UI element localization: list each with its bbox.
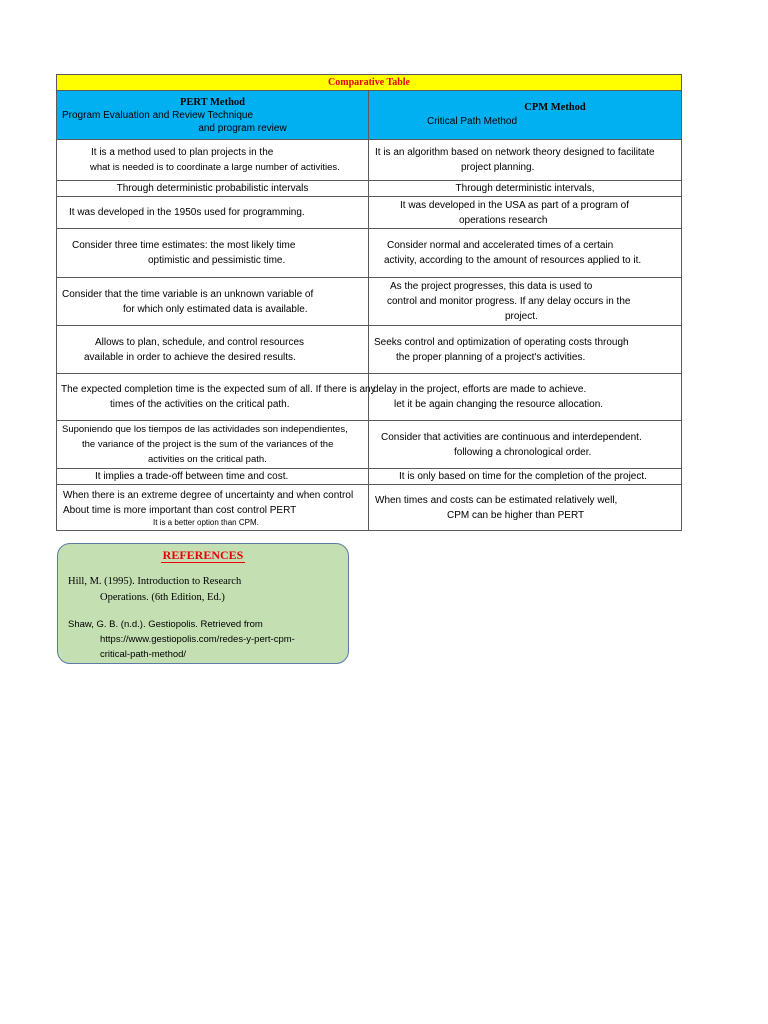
reference-entry [68, 574, 241, 606]
cpm-method-heading: CPM Method [524, 102, 586, 113]
cell-line: the variance of the project is the sum of the variances of the [82, 439, 334, 450]
pert-cell [57, 469, 369, 485]
cell-line: Through deterministic probabilistic intervals [116, 183, 309, 194]
cell-line: let it be again changing the resource allocation. [394, 399, 604, 410]
cpm-header-cell [369, 91, 682, 140]
cell-line: Seeks control and optimization of operating costs through [374, 336, 629, 348]
cell-line: activities on the critical path. [148, 454, 267, 465]
pert-cell [57, 374, 376, 421]
cpm-header-subtitle: Critical Path Method [427, 116, 518, 127]
cell-line: Consider that the time variable is an unknown variable of [62, 288, 314, 300]
cell-line: When times and costs can be estimated relatively well, [375, 494, 618, 506]
pert-cell [57, 181, 369, 197]
table-row [57, 181, 682, 197]
reference-line: Hill, M. (1995). Introduction to Research [68, 576, 242, 587]
cell-line: control and monitor progress. If any delay occurs in the [387, 296, 631, 307]
cpm-cell [369, 421, 682, 469]
reference-line: Shaw, G. B. (n.d.). Gestiopolis. Retrieved from [68, 619, 263, 630]
comparative-table [56, 74, 682, 531]
pert-header-line: and program review [198, 122, 287, 134]
cell-line: It was developed in the 1950s used for programming. [69, 207, 305, 218]
cell-line: CPM can be higher than PERT [447, 509, 585, 521]
cpm-cell [369, 229, 682, 278]
pert-cell [57, 140, 369, 181]
cell-line: times of the activities on the critical path. [110, 399, 290, 410]
cell-line: Through deterministic intervals, [455, 183, 595, 194]
cell-line: activity, according to the amount of resources applied to it. [384, 255, 642, 266]
pert-header-line: Program Evaluation and Review Technique [62, 109, 254, 121]
reference-line: critical-path-method/ [100, 649, 187, 660]
pert-header-cell [57, 91, 369, 140]
table-row [57, 197, 682, 229]
cell-line: Allows to plan, schedule, and control resources [95, 336, 305, 348]
pert-cell [57, 278, 369, 326]
cell-line: It was developed in the USA as part of a program of [400, 199, 630, 211]
table-row [57, 278, 682, 326]
cell-line: project planning. [461, 162, 535, 173]
references-title-text: REFERENCES [162, 548, 244, 562]
pert-cell [57, 229, 369, 278]
reference-url: https://www.gestiopolis.com/redes-y-pert-cpm- [100, 634, 295, 645]
cell-line: It is an algorithm based on network theory designed to facilitate [375, 147, 655, 158]
cell-line: available in order to achieve the desired results. [84, 351, 296, 363]
cell-line: Consider that activities are continuous and interdependent. [381, 431, 642, 443]
cell-line: project. [505, 311, 538, 322]
cpm-cell [369, 140, 682, 181]
pert-cell [57, 326, 369, 374]
cell-line: operations research [459, 214, 548, 226]
table-row [57, 140, 682, 181]
cell-line: the proper planning of a project's activities. [396, 351, 586, 363]
table-row [57, 229, 682, 278]
cpm-cell [369, 485, 682, 531]
cpm-cell [369, 374, 682, 421]
cell-line: The expected completion time is the expected sum of all. If there is any [61, 384, 376, 395]
table-row [57, 485, 682, 531]
cpm-cell [369, 197, 682, 229]
reference-line: Operations. (6th Edition, Ed.) [100, 592, 225, 603]
cell-line: delay in the project, efforts are made to achieve. [373, 384, 587, 395]
cell-line: Suponiendo que los tiempos de las actividades son independientes, [62, 424, 348, 435]
cpm-cell [369, 326, 682, 374]
cell-line: optimistic and pessimistic time. [148, 255, 286, 266]
cell-line: As the project progresses, this data is used to [390, 281, 593, 292]
cell-line: following a chronological order. [454, 446, 592, 458]
cell-line: It is only based on time for the completion of the project. [399, 471, 647, 482]
references-box [57, 543, 349, 664]
cell-line: It implies a trade-off between time and cost. [95, 471, 289, 482]
table-title: Comparative Table [57, 75, 682, 91]
pert-cell [57, 485, 369, 531]
cpm-cell [369, 181, 682, 197]
cell-line: what is needed is to coordinate a large number of activities. [90, 162, 340, 173]
references-title [58, 548, 348, 563]
table-row [57, 326, 682, 374]
cell-line: When there is an extreme degree of uncertainty and when control [63, 489, 354, 501]
cell-line: Consider three time estimates: the most likely time [72, 240, 296, 251]
cpm-cell [369, 278, 682, 326]
cell-line: About time is more important than cost control PERT [63, 504, 297, 516]
cpm-cell [369, 469, 682, 485]
cell-line: It is a method used to plan projects in the [91, 147, 274, 158]
pert-method-heading: PERT Method [179, 96, 246, 108]
table-row [57, 469, 682, 485]
pert-cell [57, 421, 369, 469]
cell-line: Consider normal and accelerated times of a certain [387, 240, 614, 251]
cell-line: for which only estimated data is available. [123, 303, 308, 315]
reference-entry [68, 617, 295, 662]
table-row [57, 421, 682, 469]
pert-cell [57, 197, 369, 229]
cell-line: It is a better option than CPM. [153, 517, 259, 527]
table-row [57, 374, 682, 421]
